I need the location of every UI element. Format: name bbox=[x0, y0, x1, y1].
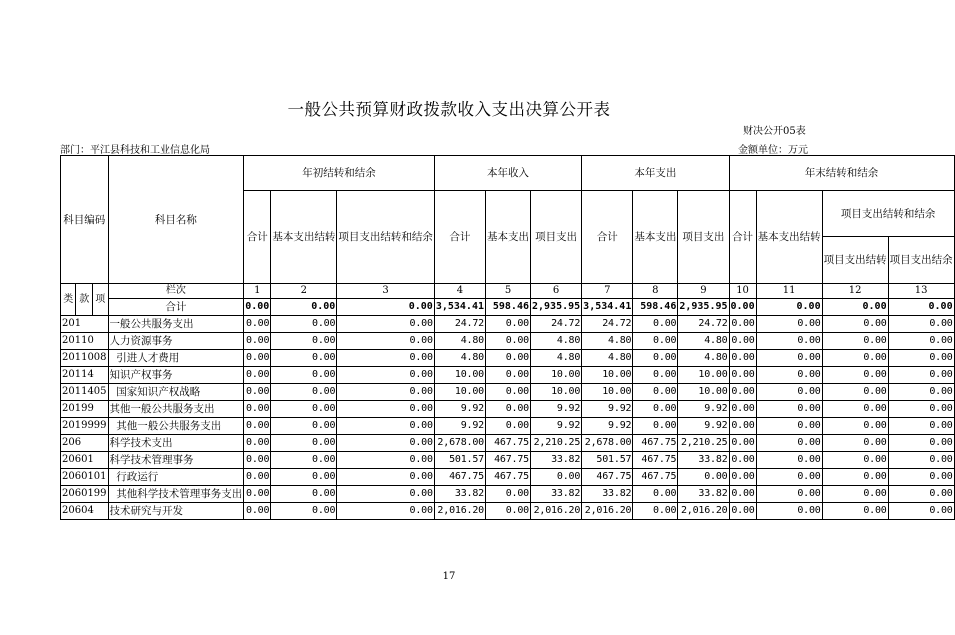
row-value: 467.75 bbox=[486, 469, 531, 486]
row-value: 0.00 bbox=[337, 333, 435, 350]
header-code-group: 科目编码 bbox=[61, 156, 109, 284]
row-value: 2,016.20 bbox=[582, 503, 633, 520]
header-end-project: 项目支出结转和结余 bbox=[822, 191, 954, 237]
row-value: 0.00 bbox=[271, 367, 337, 384]
row-value: 0.00 bbox=[486, 333, 531, 350]
col-number: 10 bbox=[729, 284, 756, 299]
row-name: 技术研究与开发 bbox=[108, 503, 244, 520]
row-value: 33.82 bbox=[531, 452, 582, 469]
row-value: 0.00 bbox=[888, 452, 954, 469]
row-value: 33.82 bbox=[678, 486, 729, 503]
row-value: 2,210.25 bbox=[678, 435, 729, 452]
row-value: 0.00 bbox=[271, 350, 337, 367]
row-value: 4.80 bbox=[582, 333, 633, 350]
row-value: 0.00 bbox=[888, 435, 954, 452]
row-value: 33.82 bbox=[434, 486, 485, 503]
row-code: 2019999 bbox=[61, 418, 109, 435]
row-value: 0.00 bbox=[756, 452, 822, 469]
row-value: 0.00 bbox=[729, 469, 756, 486]
row-value: 0.00 bbox=[337, 350, 435, 367]
header-expense-project: 项目支出 bbox=[678, 191, 729, 284]
row-value: 0.00 bbox=[486, 367, 531, 384]
row-value: 10.00 bbox=[434, 384, 485, 401]
row-value: 24.72 bbox=[531, 316, 582, 333]
row-value: 4.80 bbox=[531, 350, 582, 367]
header-begin-total: 合计 bbox=[244, 191, 271, 284]
row-value: 0.00 bbox=[486, 418, 531, 435]
row-code: 2011008 bbox=[61, 350, 109, 367]
row-value: 0.00 bbox=[729, 452, 756, 469]
col-number: 5 bbox=[486, 284, 531, 299]
row-value: 0.00 bbox=[756, 401, 822, 418]
row-value: 9.92 bbox=[434, 418, 485, 435]
row-value: 9.92 bbox=[531, 401, 582, 418]
row-value: 2,016.20 bbox=[434, 503, 485, 520]
row-value: 467.75 bbox=[486, 435, 531, 452]
row-value: 10.00 bbox=[531, 367, 582, 384]
row-value: 0.00 bbox=[486, 401, 531, 418]
row-value: 0.00 bbox=[888, 469, 954, 486]
row-value: 0.00 bbox=[633, 350, 678, 367]
header-income-project: 项目支出 bbox=[531, 191, 582, 284]
row-value: 0.00 bbox=[271, 452, 337, 469]
department-label: 部门：平江县科技和工业信息化局 bbox=[60, 145, 210, 156]
table-row bbox=[61, 350, 955, 367]
row-value: 0.00 bbox=[271, 435, 337, 452]
row-name: 引进人才费用 bbox=[108, 350, 244, 367]
header-income-group: 本年收入 bbox=[434, 156, 581, 191]
row-value: 9.92 bbox=[678, 401, 729, 418]
total-cell: 2,935.95 bbox=[678, 299, 729, 316]
row-value: 0.00 bbox=[822, 401, 888, 418]
row-value: 0.00 bbox=[888, 333, 954, 350]
row-value: 467.75 bbox=[633, 435, 678, 452]
table-row bbox=[61, 333, 955, 350]
row-value: 0.00 bbox=[822, 503, 888, 520]
row-value: 0.00 bbox=[337, 486, 435, 503]
row-value: 0.00 bbox=[337, 367, 435, 384]
row-value: 0.00 bbox=[888, 384, 954, 401]
row-value: 467.75 bbox=[434, 469, 485, 486]
col-number: 3 bbox=[337, 284, 435, 299]
header-name-col: 科目名称 bbox=[108, 156, 244, 284]
row-value: 10.00 bbox=[582, 384, 633, 401]
unit-label: 金额单位：万元 bbox=[738, 145, 808, 156]
row-name: 知识产权事务 bbox=[108, 367, 244, 384]
row-value: 0.00 bbox=[822, 469, 888, 486]
row-value: 0.00 bbox=[633, 367, 678, 384]
row-value: 0.00 bbox=[633, 333, 678, 350]
total-row-label: 合计 bbox=[108, 299, 244, 316]
row-name: 国家知识产权战略 bbox=[108, 384, 244, 401]
col-number: 9 bbox=[678, 284, 729, 299]
row-value: 0.00 bbox=[888, 486, 954, 503]
row-value: 0.00 bbox=[729, 486, 756, 503]
total-cell: 3,534.41 bbox=[434, 299, 485, 316]
total-cell: 0.00 bbox=[729, 299, 756, 316]
total-cell: 2,935.95 bbox=[531, 299, 582, 316]
row-value: 0.00 bbox=[888, 350, 954, 367]
row-code: 20601 bbox=[61, 452, 109, 469]
header-end-basic: 基本支出结转 bbox=[756, 191, 822, 284]
row-value: 0.00 bbox=[244, 316, 271, 333]
row-value: 0.00 bbox=[244, 384, 271, 401]
row-code: 2060101 bbox=[61, 469, 109, 486]
row-value: 501.57 bbox=[582, 452, 633, 469]
row-value: 9.92 bbox=[582, 401, 633, 418]
row-value: 0.00 bbox=[337, 384, 435, 401]
row-value: 0.00 bbox=[337, 401, 435, 418]
row-value: 33.82 bbox=[582, 486, 633, 503]
table-row bbox=[61, 367, 955, 384]
row-value: 0.00 bbox=[756, 384, 822, 401]
row-value: 0.00 bbox=[822, 350, 888, 367]
row-name: 行政运行 bbox=[108, 469, 244, 486]
row-value: 0.00 bbox=[244, 350, 271, 367]
row-value: 0.00 bbox=[729, 350, 756, 367]
row-value: 0.00 bbox=[822, 333, 888, 350]
header-income-total: 合计 bbox=[434, 191, 485, 284]
table-row bbox=[61, 503, 955, 520]
col-number: 8 bbox=[633, 284, 678, 299]
row-code: 201 bbox=[61, 316, 109, 333]
row-value: 2,210.25 bbox=[531, 435, 582, 452]
row-value: 0.00 bbox=[729, 316, 756, 333]
col-number: 7 bbox=[582, 284, 633, 299]
row-value: 0.00 bbox=[271, 469, 337, 486]
row-value: 0.00 bbox=[756, 469, 822, 486]
row-value: 2,016.20 bbox=[531, 503, 582, 520]
row-value: 0.00 bbox=[822, 316, 888, 333]
row-value: 0.00 bbox=[244, 418, 271, 435]
row-value: 0.00 bbox=[888, 418, 954, 435]
row-value: 10.00 bbox=[531, 384, 582, 401]
row-value: 0.00 bbox=[822, 486, 888, 503]
row-value: 0.00 bbox=[244, 333, 271, 350]
header-lei: 类 bbox=[61, 284, 76, 316]
row-value: 33.82 bbox=[531, 486, 582, 503]
row-value: 0.00 bbox=[244, 503, 271, 520]
row-value: 0.00 bbox=[888, 316, 954, 333]
row-value: 10.00 bbox=[434, 367, 485, 384]
total-cell: 0.00 bbox=[337, 299, 435, 316]
header-expense-group: 本年支出 bbox=[582, 156, 729, 191]
row-value: 2,016.20 bbox=[678, 503, 729, 520]
row-code: 20199 bbox=[61, 401, 109, 418]
row-value: 0.00 bbox=[337, 452, 435, 469]
row-value: 0.00 bbox=[756, 418, 822, 435]
total-cell: 0.00 bbox=[244, 299, 271, 316]
form-number: 财决公开05表 bbox=[743, 126, 806, 137]
row-value: 0.00 bbox=[271, 333, 337, 350]
total-cell: 598.46 bbox=[633, 299, 678, 316]
row-name: 人力资源事务 bbox=[108, 333, 244, 350]
total-cell: 3,534.41 bbox=[582, 299, 633, 316]
row-value: 467.75 bbox=[633, 469, 678, 486]
row-code: 20604 bbox=[61, 503, 109, 520]
row-value: 0.00 bbox=[486, 350, 531, 367]
row-value: 9.92 bbox=[434, 401, 485, 418]
total-cell: 598.46 bbox=[486, 299, 531, 316]
row-value: 10.00 bbox=[678, 367, 729, 384]
row-value: 0.00 bbox=[729, 401, 756, 418]
budget-table bbox=[60, 155, 955, 520]
row-value: 0.00 bbox=[678, 469, 729, 486]
row-value: 0.00 bbox=[271, 401, 337, 418]
header-expense-basic: 基本支出 bbox=[633, 191, 678, 284]
header-begin-project: 项目支出结转和结余 bbox=[337, 191, 435, 284]
row-value: 0.00 bbox=[244, 469, 271, 486]
total-cell: 0.00 bbox=[822, 299, 888, 316]
row-value: 10.00 bbox=[582, 367, 633, 384]
header-expense-total: 合计 bbox=[582, 191, 633, 284]
page-title: 一般公共预算财政拨款收入支出决算公开表 bbox=[287, 100, 611, 119]
row-value: 0.00 bbox=[822, 452, 888, 469]
row-value: 0.00 bbox=[271, 384, 337, 401]
table-row bbox=[61, 418, 955, 435]
row-code: 20114 bbox=[61, 367, 109, 384]
header-xiang: 项 bbox=[93, 284, 109, 316]
row-value: 0.00 bbox=[486, 486, 531, 503]
row-value: 24.72 bbox=[434, 316, 485, 333]
row-value: 0.00 bbox=[337, 469, 435, 486]
row-value: 4.80 bbox=[434, 350, 485, 367]
col-number: 13 bbox=[888, 284, 954, 299]
row-value: 501.57 bbox=[434, 452, 485, 469]
row-value: 0.00 bbox=[337, 503, 435, 520]
col-number: 4 bbox=[434, 284, 485, 299]
row-value: 0.00 bbox=[756, 435, 822, 452]
col-number: 12 bbox=[822, 284, 888, 299]
row-value: 0.00 bbox=[244, 401, 271, 418]
row-name: 其他一般公共服务支出 bbox=[108, 401, 244, 418]
row-value: 0.00 bbox=[633, 503, 678, 520]
row-value: 9.92 bbox=[678, 418, 729, 435]
row-value: 0.00 bbox=[822, 418, 888, 435]
row-value: 0.00 bbox=[486, 316, 531, 333]
row-value: 0.00 bbox=[822, 435, 888, 452]
row-value: 9.92 bbox=[531, 418, 582, 435]
header-end-project-balance: 项目支出结余 bbox=[888, 237, 954, 284]
row-name: 科学技术管理事务 bbox=[108, 452, 244, 469]
row-value: 0.00 bbox=[244, 452, 271, 469]
row-code: 2011405 bbox=[61, 384, 109, 401]
row-value: 0.00 bbox=[271, 486, 337, 503]
header-end-group: 年末结转和结余 bbox=[729, 156, 954, 191]
row-value: 0.00 bbox=[729, 503, 756, 520]
header-lanci: 栏次 bbox=[108, 284, 244, 299]
col-number: 2 bbox=[271, 284, 337, 299]
table-row bbox=[61, 316, 955, 333]
row-value: 0.00 bbox=[244, 486, 271, 503]
row-value: 24.72 bbox=[678, 316, 729, 333]
total-cell: 0.00 bbox=[888, 299, 954, 316]
row-code: 2060199 bbox=[61, 486, 109, 503]
row-name: 其他科学技术管理事务支出 bbox=[108, 486, 244, 503]
row-value: 4.80 bbox=[434, 333, 485, 350]
row-value: 0.00 bbox=[888, 401, 954, 418]
row-value: 467.75 bbox=[582, 469, 633, 486]
row-value: 0.00 bbox=[756, 333, 822, 350]
total-cell: 0.00 bbox=[271, 299, 337, 316]
row-value: 0.00 bbox=[271, 316, 337, 333]
row-value: 9.92 bbox=[582, 418, 633, 435]
row-value: 0.00 bbox=[729, 418, 756, 435]
total-cell: 0.00 bbox=[756, 299, 822, 316]
row-value: 4.80 bbox=[678, 333, 729, 350]
row-value: 0.00 bbox=[822, 367, 888, 384]
header-income-basic: 基本支出 bbox=[486, 191, 531, 284]
row-value: 0.00 bbox=[633, 418, 678, 435]
row-value: 467.75 bbox=[633, 452, 678, 469]
row-name: 其他一般公共服务支出 bbox=[108, 418, 244, 435]
row-value: 33.82 bbox=[678, 452, 729, 469]
row-name: 一般公共服务支出 bbox=[108, 316, 244, 333]
row-value: 0.00 bbox=[888, 503, 954, 520]
table-row bbox=[61, 452, 955, 469]
row-value: 4.80 bbox=[531, 333, 582, 350]
header-end-total: 合计 bbox=[729, 191, 756, 284]
header-end-project-carry: 项目支出结转 bbox=[822, 237, 888, 284]
row-value: 24.72 bbox=[582, 316, 633, 333]
table-row bbox=[61, 469, 955, 486]
row-value: 0.00 bbox=[271, 418, 337, 435]
row-value: 0.00 bbox=[486, 503, 531, 520]
row-value: 0.00 bbox=[729, 333, 756, 350]
row-value: 0.00 bbox=[633, 316, 678, 333]
row-value: 0.00 bbox=[756, 316, 822, 333]
row-value: 0.00 bbox=[756, 503, 822, 520]
row-value: 0.00 bbox=[244, 367, 271, 384]
row-value: 0.00 bbox=[271, 503, 337, 520]
row-value: 0.00 bbox=[729, 435, 756, 452]
row-value: 4.80 bbox=[582, 350, 633, 367]
row-value: 4.80 bbox=[678, 350, 729, 367]
header-kuan: 款 bbox=[76, 284, 93, 316]
col-number: 1 bbox=[244, 284, 271, 299]
row-value: 467.75 bbox=[486, 452, 531, 469]
table-row bbox=[61, 384, 955, 401]
row-value: 2,678.00 bbox=[434, 435, 485, 452]
row-value: 0.00 bbox=[337, 316, 435, 333]
row-value: 0.00 bbox=[633, 384, 678, 401]
row-code: 206 bbox=[61, 435, 109, 452]
table-row bbox=[61, 486, 955, 503]
header-begin-basic: 基本支出结转 bbox=[271, 191, 337, 284]
row-value: 0.00 bbox=[486, 384, 531, 401]
row-value: 0.00 bbox=[337, 435, 435, 452]
table-row bbox=[61, 435, 955, 452]
row-value: 0.00 bbox=[756, 486, 822, 503]
row-value: 0.00 bbox=[337, 418, 435, 435]
row-value: 0.00 bbox=[244, 435, 271, 452]
row-value: 0.00 bbox=[756, 350, 822, 367]
page-number: 17 bbox=[442, 571, 456, 582]
col-number: 6 bbox=[531, 284, 582, 299]
row-value: 0.00 bbox=[888, 367, 954, 384]
row-value: 0.00 bbox=[729, 384, 756, 401]
row-value: 10.00 bbox=[678, 384, 729, 401]
row-value: 0.00 bbox=[729, 367, 756, 384]
col-number: 11 bbox=[756, 284, 822, 299]
row-value: 0.00 bbox=[756, 367, 822, 384]
row-value: 0.00 bbox=[633, 486, 678, 503]
row-name: 科学技术支出 bbox=[108, 435, 244, 452]
row-value: 2,678.00 bbox=[582, 435, 633, 452]
row-value: 0.00 bbox=[822, 384, 888, 401]
row-value: 0.00 bbox=[633, 401, 678, 418]
header-begin-group: 年初结转和结余 bbox=[244, 156, 435, 191]
row-code: 20110 bbox=[61, 333, 109, 350]
row-value: 0.00 bbox=[531, 469, 582, 486]
table-row bbox=[61, 401, 955, 418]
